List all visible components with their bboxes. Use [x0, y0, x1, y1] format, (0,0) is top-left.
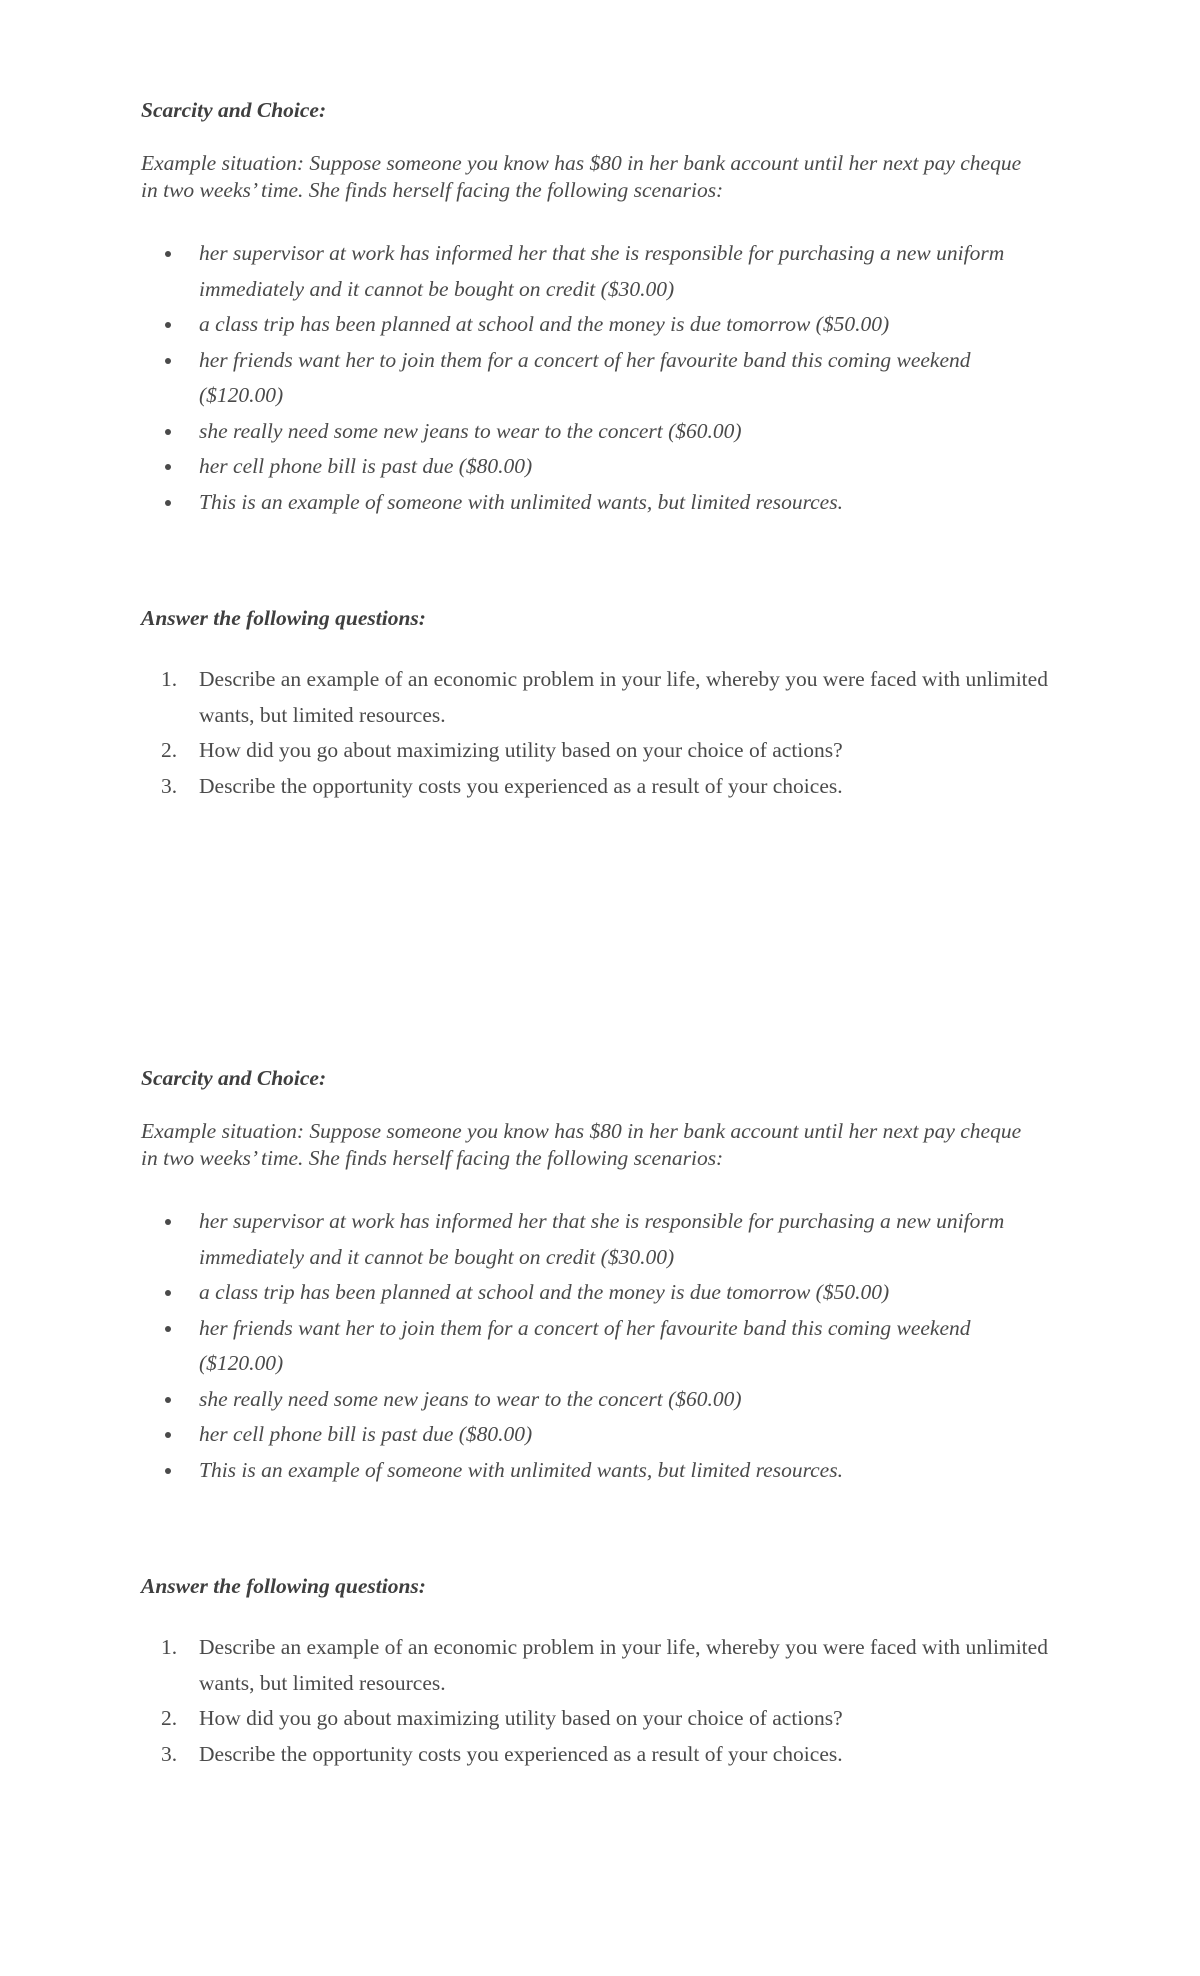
question-number: 3. [161, 1741, 178, 1766]
scenario-item [141, 449, 1059, 485]
scenario-list [141, 236, 1061, 520]
scenario-item [141, 1204, 1059, 1275]
bullet-icon [165, 1326, 171, 1332]
scenario-text: she really need some new jeans to wear to the concert ($60.00) [199, 418, 742, 443]
scenario-text: a class trip has been planned at school and the money is due tomorrow ($50.00) [199, 312, 890, 336]
question-number: 3. [161, 773, 178, 798]
scenario-text: her supervisor at work has informed her that she is responsible for purchasing a new uniform immediately and it cannot be bought on credit ($30.00) [199, 241, 1005, 301]
bullet-icon [165, 1219, 171, 1225]
bullet-icon [165, 429, 171, 435]
question-text: Describe the opportunity costs you experienced as a result of your choices. [199, 1741, 843, 1766]
bullet-icon [165, 251, 171, 257]
bullet-icon [165, 1468, 171, 1474]
question-item [141, 769, 1059, 805]
scenario-item [141, 1417, 1059, 1453]
questions-title: Answer the following questions: [141, 606, 426, 630]
scenario-item [141, 1382, 1059, 1418]
scenario-text: her supervisor at work has informed her that she is responsible for purchasing a new uniform immediately and it cannot be bought on credit ($30.00) [199, 1209, 1005, 1269]
bullet-icon [165, 1397, 171, 1403]
question-text: How did you go about maximizing utility based on your choice of actions? [199, 1706, 843, 1730]
section-title: Scarcity and Choice: [141, 98, 327, 122]
question-text: Describe an example of an economic problem in your life, whereby you were faced with unlimited wants, but limited resources. [199, 667, 1048, 727]
question-text: Describe an example of an economic problem in your life, whereby you were faced with unlimited wants, but limited resources. [199, 1635, 1048, 1695]
question-number: 2. [161, 1706, 178, 1730]
question-item [141, 733, 1059, 769]
question-item [141, 1630, 1059, 1701]
worksheet-section-1 [141, 96, 1061, 804]
question-list [141, 1630, 1061, 1772]
question-number: 1. [161, 1635, 178, 1659]
question-number: 2. [161, 738, 178, 762]
worksheet-section-2 [141, 1064, 1061, 1772]
section-title: Scarcity and Choice: [141, 1066, 327, 1090]
scenario-item [141, 1275, 1059, 1311]
example-situation-text: Example situation: Suppose someone you know has $80 in her bank account until her next pay cheque in two weeks’ time. She finds herself facing the following scenarios: [141, 151, 1022, 202]
bullet-icon [165, 322, 171, 328]
bullet-icon [165, 464, 171, 470]
scenario-text: her cell phone bill is past due ($80.00) [199, 454, 533, 478]
scenario-text: This is an example of someone with unlimited wants, but limited resources. [199, 489, 843, 514]
question-list [141, 662, 1061, 804]
question-text: Describe the opportunity costs you experienced as a result of your choices. [199, 773, 843, 798]
question-item [141, 1737, 1059, 1773]
example-situation-text: Example situation: Suppose someone you know has $80 in her bank account until her next pay cheque in two weeks’ time. She finds herself facing the following scenarios: [141, 1119, 1022, 1170]
scenario-item [141, 236, 1059, 307]
question-item [141, 1701, 1059, 1737]
scenario-item [141, 1311, 1059, 1382]
scenario-text: her friends want her to join them for a concert of her favourite band this coming weekend ($120.00) [199, 1315, 971, 1375]
questions-title: Answer the following questions: [141, 1574, 426, 1598]
bullet-icon [165, 358, 171, 364]
scenario-text: a class trip has been planned at school and the money is due tomorrow ($50.00) [199, 1280, 890, 1304]
bullet-icon [165, 500, 171, 506]
scenario-item [141, 1453, 1059, 1489]
scenario-text: This is an example of someone with unlimited wants, but limited resources. [199, 1457, 843, 1482]
bullet-icon [165, 1290, 171, 1296]
question-text: How did you go about maximizing utility based on your choice of actions? [199, 738, 843, 762]
question-item [141, 662, 1059, 733]
bullet-icon [165, 1432, 171, 1438]
question-number: 1. [161, 667, 178, 691]
scenario-text: her friends want her to join them for a concert of her favourite band this coming weekend ($120.00) [199, 347, 971, 407]
scenario-text: her cell phone bill is past due ($80.00) [199, 1422, 533, 1446]
scenario-text: she really need some new jeans to wear to the concert ($60.00) [199, 1386, 742, 1411]
scenario-item [141, 343, 1059, 414]
scenario-item [141, 485, 1059, 521]
scenario-list [141, 1204, 1061, 1488]
scenario-item [141, 307, 1059, 343]
scenario-item [141, 414, 1059, 450]
